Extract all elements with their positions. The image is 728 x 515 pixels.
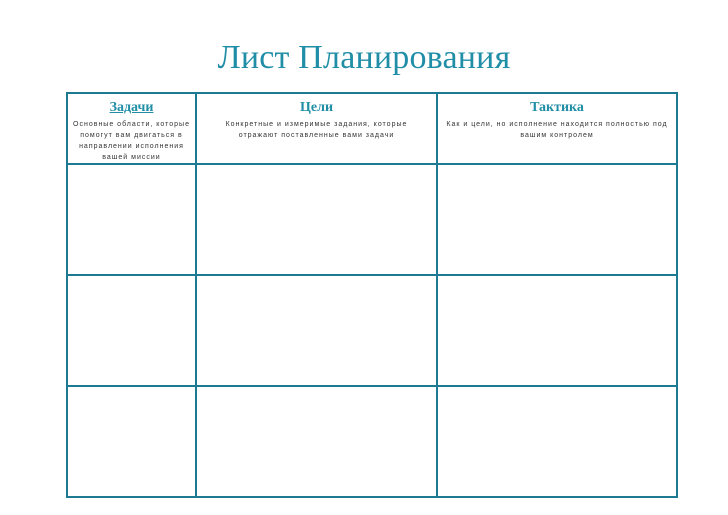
header-cell-tasks: [67, 93, 196, 164]
column-description-goals: Конкретные и измеримые задания, которые отражают поставленные вами задачи: [225, 121, 408, 139]
header-row: [67, 93, 677, 164]
column-description-tactics: Как и цели, но исполнение находится полностью под вашим контролем: [446, 121, 668, 139]
table-cell[interactable]: [437, 275, 677, 386]
table-row: [67, 164, 677, 275]
table-cell[interactable]: [437, 386, 677, 497]
table-cell[interactable]: [67, 386, 196, 497]
table-cell[interactable]: [196, 164, 437, 275]
table-cell[interactable]: [67, 164, 196, 275]
page-title: Лист Планирования: [217, 39, 511, 76]
table-cell[interactable]: [196, 386, 437, 497]
column-name-tactics: Тактика: [530, 100, 584, 115]
table-cell[interactable]: [196, 275, 437, 386]
table-row: [67, 275, 677, 386]
header-cell-goals: [196, 93, 437, 164]
column-name-tasks: Задачи: [109, 100, 154, 115]
planning-table: [66, 92, 678, 498]
column-description-tasks: Основные области, которые помогут вам двигаться в направлении исполнения вашей миссии: [73, 121, 190, 161]
table-row: [67, 386, 677, 497]
table-cell[interactable]: [437, 164, 677, 275]
column-name-goals: Цели: [299, 100, 334, 115]
table-cell[interactable]: [67, 275, 196, 386]
header-cell-tactics: [437, 93, 677, 164]
